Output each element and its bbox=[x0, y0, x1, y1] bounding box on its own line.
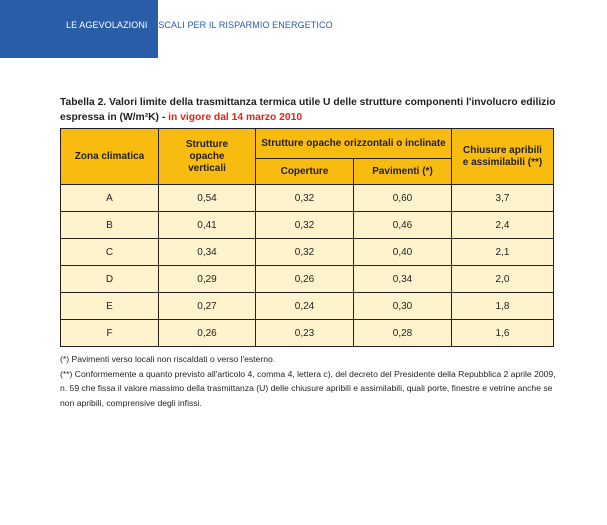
cell-verticali: 0,54 bbox=[159, 185, 256, 212]
cell-verticali: 0,34 bbox=[159, 239, 256, 266]
cell-pavimenti: 0,40 bbox=[354, 239, 452, 266]
table-row bbox=[61, 320, 554, 347]
cell-chiusure: 3,7 bbox=[452, 185, 554, 212]
cell-verticali: 0,27 bbox=[159, 293, 256, 320]
caption-main: Tabella 2. Valori limite della trasmittanza termica utile U delle strutture componenti l'involucro edilizio espressa in (W/m²K) - bbox=[60, 97, 556, 123]
table-row bbox=[61, 212, 554, 239]
header-title-left: LE AGEVOLAZIONI bbox=[66, 20, 148, 30]
cell-chiusure: 2,1 bbox=[452, 239, 554, 266]
header-coperture: Coperture bbox=[256, 159, 354, 185]
note-pavimenti: (*) Pavimenti verso locali non riscaldati o verso l'esterno. bbox=[60, 354, 276, 364]
cell-chiusure: 1,6 bbox=[452, 320, 554, 347]
cell-pavimenti: 0,60 bbox=[354, 185, 452, 212]
cell-coperture: 0,32 bbox=[256, 212, 354, 239]
header-zona: Zona climatica bbox=[61, 129, 159, 185]
cell-chiusure: 2,0 bbox=[452, 266, 554, 293]
cell-pavimenti: 0,30 bbox=[354, 293, 452, 320]
cell-zona: B bbox=[61, 212, 159, 239]
cell-zona: C bbox=[61, 239, 159, 266]
page-header bbox=[0, 0, 607, 58]
table-notes bbox=[60, 352, 560, 410]
header-verticali: Strutture opache verticali bbox=[159, 129, 256, 185]
cell-coperture: 0,26 bbox=[256, 266, 354, 293]
header-title bbox=[66, 20, 333, 30]
cell-zona: E bbox=[61, 293, 159, 320]
table-row bbox=[61, 293, 554, 320]
cell-pavimenti: 0,34 bbox=[354, 266, 452, 293]
cell-chiusure: 2,4 bbox=[452, 212, 554, 239]
cell-pavimenti: 0,46 bbox=[354, 212, 452, 239]
cell-zona: A bbox=[61, 185, 159, 212]
trasmittanza-table bbox=[60, 128, 554, 347]
cell-chiusure: 1,8 bbox=[452, 293, 554, 320]
cell-coperture: 0,24 bbox=[256, 293, 354, 320]
table-row bbox=[61, 266, 554, 293]
caption-date: in vigore dal 14 marzo 2010 bbox=[168, 112, 303, 123]
cell-pavimenti: 0,28 bbox=[354, 320, 452, 347]
cell-coperture: 0,23 bbox=[256, 320, 354, 347]
header-title-right: FISCALI PER IL RISPARMIO ENERGETICO bbox=[147, 20, 333, 30]
header-pavimenti: Pavimenti (*) bbox=[354, 159, 452, 185]
table-row bbox=[61, 185, 554, 212]
cell-coperture: 0,32 bbox=[256, 185, 354, 212]
cell-verticali: 0,41 bbox=[159, 212, 256, 239]
table-caption bbox=[60, 95, 560, 125]
header-orizzontali: Strutture opache orizzontali o inclinate bbox=[256, 129, 452, 159]
cell-verticali: 0,29 bbox=[159, 266, 256, 293]
cell-zona: D bbox=[61, 266, 159, 293]
cell-zona: F bbox=[61, 320, 159, 347]
note-chiusure: (**) Conformemente a quanto previsto all'articolo 4, comma 4, lettera c), del decreto del Presidente della Repubblica 2 aprile 2009, n. 59 che fissa il valore massimo della trasmittanza (U) delle chiusure apribili e assimilabili, quali porte, finestre e vetrine anche se non apribili, comprensive degli infissi. bbox=[60, 368, 556, 408]
cell-verticali: 0,26 bbox=[159, 320, 256, 347]
cell-coperture: 0,32 bbox=[256, 239, 354, 266]
table-row bbox=[61, 239, 554, 266]
header-chiusure: Chiusure apribili e assimilabili (**) bbox=[452, 129, 554, 185]
